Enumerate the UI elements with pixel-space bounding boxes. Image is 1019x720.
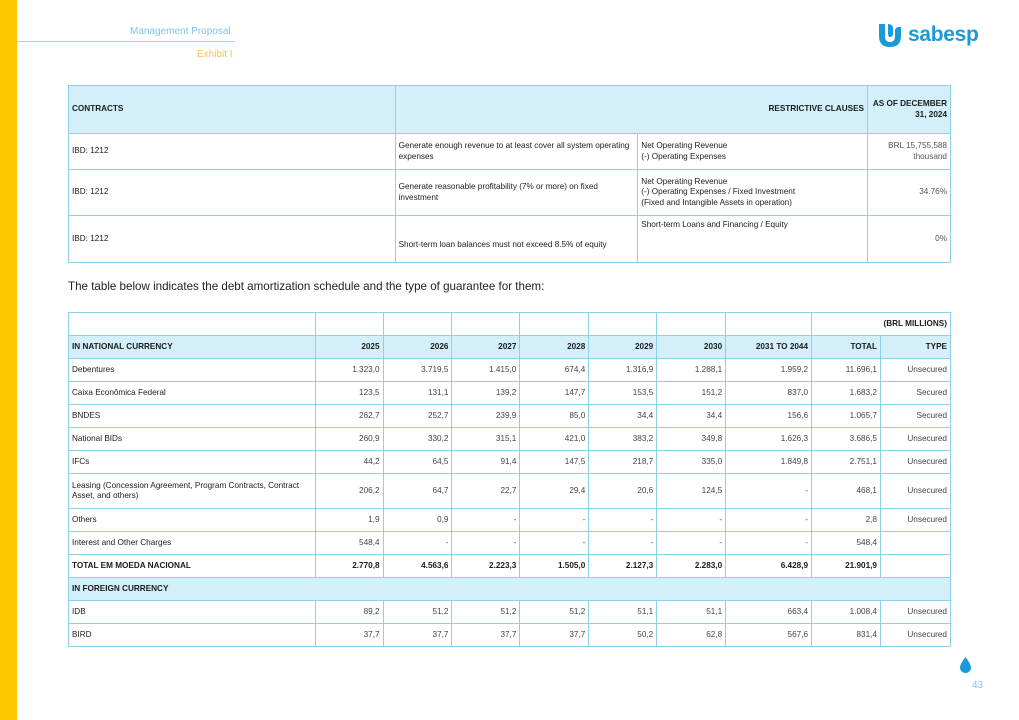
value-cell: 2.223,3	[452, 555, 520, 578]
value-cell: 252,7	[383, 405, 452, 428]
table-row	[69, 451, 951, 474]
column-header: TOTAL	[812, 336, 881, 359]
value-cell: -	[452, 509, 520, 532]
value-cell: 29,4	[520, 474, 589, 509]
value-cell: 548,4	[315, 532, 383, 555]
column-header: TYPE	[880, 336, 950, 359]
value-cell: -	[520, 509, 589, 532]
value-cell: -	[520, 532, 589, 555]
table-row	[69, 624, 951, 647]
table-row	[69, 134, 951, 170]
page-number: 43	[972, 680, 984, 691]
value-cell: 1.505,0	[520, 555, 589, 578]
value-cell: 1.008,4	[812, 601, 881, 624]
value-cell: -	[657, 532, 726, 555]
value-cell: 131,1	[383, 382, 452, 405]
type-cell: Unsecured	[880, 624, 950, 647]
value-cell: 421,0	[520, 428, 589, 451]
table-row	[69, 509, 951, 532]
row-label: Debentures	[69, 359, 316, 382]
header-subtitle: Exhibit I	[197, 49, 233, 60]
type-cell: Unsecured	[880, 451, 950, 474]
clause-cell: Generate enough revenue to at least cover all system operating expenses	[395, 134, 638, 170]
value-cell: 51,2	[520, 601, 589, 624]
value-cell: 2,8	[812, 509, 881, 532]
value-cell: 85,0	[520, 405, 589, 428]
value-cell: 11.696,1	[812, 359, 881, 382]
value-cell: 91,4	[452, 451, 520, 474]
value-cell: 37,7	[315, 624, 383, 647]
value-cell: 1.323,0	[315, 359, 383, 382]
value-cell: 156,6	[726, 405, 812, 428]
covenants-table	[68, 85, 951, 263]
side-accent-bar	[0, 0, 17, 720]
value-cell: 330,2	[383, 428, 452, 451]
value-cell: 0%	[868, 216, 951, 263]
value-cell: -	[726, 509, 812, 532]
value-cell: 1.683,2	[812, 382, 881, 405]
type-cell	[880, 532, 950, 555]
intro-text: The table below indicates the debt amortization schedule and the type of guarantee for them:	[68, 280, 545, 293]
metric-cell: Net Operating Revenue (-) Operating Expenses	[638, 134, 868, 170]
value-cell: 1.316,9	[589, 359, 657, 382]
value-cell: 1.959,2	[726, 359, 812, 382]
value-cell: 831,4	[812, 624, 881, 647]
type-cell: Unsecured	[880, 474, 950, 509]
type-cell: Unsecured	[880, 509, 950, 532]
row-label: Others	[69, 509, 316, 532]
row-label: IFCs	[69, 451, 316, 474]
section-label: IN FOREIGN CURRENCY	[69, 578, 951, 601]
value-cell: 62,8	[657, 624, 726, 647]
value-cell: 37,7	[520, 624, 589, 647]
value-cell: 567,6	[726, 624, 812, 647]
value-cell: 218,7	[589, 451, 657, 474]
type-cell	[880, 555, 950, 578]
value-cell: 147,5	[520, 451, 589, 474]
metric-cell: Net Operating Revenue (-) Operating Expenses / Fixed Investment (Fixed and Intangible Assets in operation)	[638, 170, 868, 216]
value-cell: -	[589, 509, 657, 532]
value-cell: 262,7	[315, 405, 383, 428]
value-cell: 1,9	[315, 509, 383, 532]
clause-cell: Generate reasonable profitability (7% or more) on fixed investment	[395, 170, 638, 216]
column-header: 2025	[315, 336, 383, 359]
value-cell: 4.563,6	[383, 555, 452, 578]
value-cell: 153,5	[589, 382, 657, 405]
row-label: Interest and Other Charges	[69, 532, 316, 555]
value-cell: 1.288,1	[657, 359, 726, 382]
value-cell: 674,4	[520, 359, 589, 382]
table-row	[69, 474, 951, 509]
foreign-header-row	[69, 578, 951, 601]
table-row	[69, 216, 951, 263]
value-cell: 239,9	[452, 405, 520, 428]
covenants-header-row	[69, 86, 951, 134]
header-divider	[17, 41, 235, 42]
value-cell: 124,5	[657, 474, 726, 509]
table-row	[69, 555, 951, 578]
value-cell: 51,2	[383, 601, 452, 624]
value-cell: 383,2	[589, 428, 657, 451]
unit-row	[69, 313, 951, 336]
contract-cell: IBD: 1212	[69, 134, 396, 170]
value-cell: 37,7	[383, 624, 452, 647]
type-cell: Secured	[880, 405, 950, 428]
row-label: National BIDs	[69, 428, 316, 451]
value-cell: 44,2	[315, 451, 383, 474]
value-cell: 37,7	[452, 624, 520, 647]
value-cell: 1.415,0	[452, 359, 520, 382]
value-cell: 206,2	[315, 474, 383, 509]
clause-cell: Short-term loan balances must not exceed 8.5% of equity	[395, 216, 638, 263]
value-cell: 123,5	[315, 382, 383, 405]
value-cell: 34.76%	[868, 170, 951, 216]
national-header-row	[69, 336, 951, 359]
unit-label: (BRL MILLIONS)	[812, 313, 951, 336]
value-cell: 21.901,9	[812, 555, 881, 578]
row-label: Leasing (Concession Agreement, Program Contracts, Contract Asset, and others)	[69, 474, 316, 509]
value-cell: 89,2	[315, 601, 383, 624]
table-row	[69, 382, 951, 405]
value-cell: 34,4	[657, 405, 726, 428]
column-header: 2027	[452, 336, 520, 359]
contract-cell: IBD: 1212	[69, 216, 396, 263]
value-cell: 139,2	[452, 382, 520, 405]
value-cell: 147,7	[520, 382, 589, 405]
header-restrictive-clauses: RESTRICTIVE CLAUSES	[395, 86, 867, 134]
value-cell: 349,8	[657, 428, 726, 451]
value-cell: 6.428,9	[726, 555, 812, 578]
table-row	[69, 359, 951, 382]
value-cell: -	[657, 509, 726, 532]
table-row	[69, 428, 951, 451]
amortization-table	[68, 312, 951, 647]
value-cell: 64,5	[383, 451, 452, 474]
value-cell: 663,4	[726, 601, 812, 624]
column-header: 2030	[657, 336, 726, 359]
value-cell: 151,2	[657, 382, 726, 405]
header-contracts: CONTRACTS	[69, 86, 396, 134]
type-cell: Unsecured	[880, 359, 950, 382]
table-row	[69, 405, 951, 428]
value-cell: 51,1	[589, 601, 657, 624]
row-label: Caixa Econômica Federal	[69, 382, 316, 405]
row-label: BIRD	[69, 624, 316, 647]
type-cell: Unsecured	[880, 428, 950, 451]
value-cell: 22,7	[452, 474, 520, 509]
value-cell: 0,9	[383, 509, 452, 532]
value-cell: -	[589, 532, 657, 555]
section-label: IN NATIONAL CURRENCY	[69, 336, 316, 359]
value-cell: 1.626,3	[726, 428, 812, 451]
table-row	[69, 170, 951, 216]
sabesp-logo	[876, 22, 979, 48]
value-cell: 20,6	[589, 474, 657, 509]
value-cell: -	[726, 532, 812, 555]
type-cell: Secured	[880, 382, 950, 405]
value-cell: 1.849,8	[726, 451, 812, 474]
row-label: IDB	[69, 601, 316, 624]
sabesp-logo-icon	[876, 22, 904, 48]
value-cell: 335,0	[657, 451, 726, 474]
value-cell: 468,1	[812, 474, 881, 509]
value-cell: 3.686,5	[812, 428, 881, 451]
value-cell: 34,4	[589, 405, 657, 428]
value-cell: 260,9	[315, 428, 383, 451]
header-title: Management Proposal	[130, 26, 231, 37]
metric-cell: Short-term Loans and Financing / Equity	[638, 216, 868, 263]
type-cell: Unsecured	[880, 601, 950, 624]
header-as-of-date: AS OF DECEMBER 31, 2024	[868, 86, 951, 134]
value-cell: 3.719,5	[383, 359, 452, 382]
value-cell: -	[383, 532, 452, 555]
water-drop-icon	[960, 657, 971, 673]
value-cell: 2.770,8	[315, 555, 383, 578]
value-cell: 548,4	[812, 532, 881, 555]
row-label: BNDES	[69, 405, 316, 428]
value-cell: BRL 15,755,588 thousand	[868, 134, 951, 170]
value-cell: 315,1	[452, 428, 520, 451]
table-row	[69, 532, 951, 555]
row-label: TOTAL EM MOEDA NACIONAL	[69, 555, 316, 578]
column-header: 2031 TO 2044	[726, 336, 812, 359]
value-cell: 51,1	[657, 601, 726, 624]
value-cell: -	[452, 532, 520, 555]
value-cell: 1.065,7	[812, 405, 881, 428]
value-cell: 51,2	[452, 601, 520, 624]
contract-cell: IBD: 1212	[69, 170, 396, 216]
value-cell: 50,2	[589, 624, 657, 647]
column-header: 2028	[520, 336, 589, 359]
value-cell: 837,0	[726, 382, 812, 405]
value-cell: 2.127,3	[589, 555, 657, 578]
value-cell: 2.283,0	[657, 555, 726, 578]
table-row	[69, 601, 951, 624]
logo-text: sabesp	[908, 23, 979, 46]
column-header: 2029	[589, 336, 657, 359]
value-cell: -	[726, 474, 812, 509]
column-header: 2026	[383, 336, 452, 359]
value-cell: 64,7	[383, 474, 452, 509]
value-cell: 2.751,1	[812, 451, 881, 474]
